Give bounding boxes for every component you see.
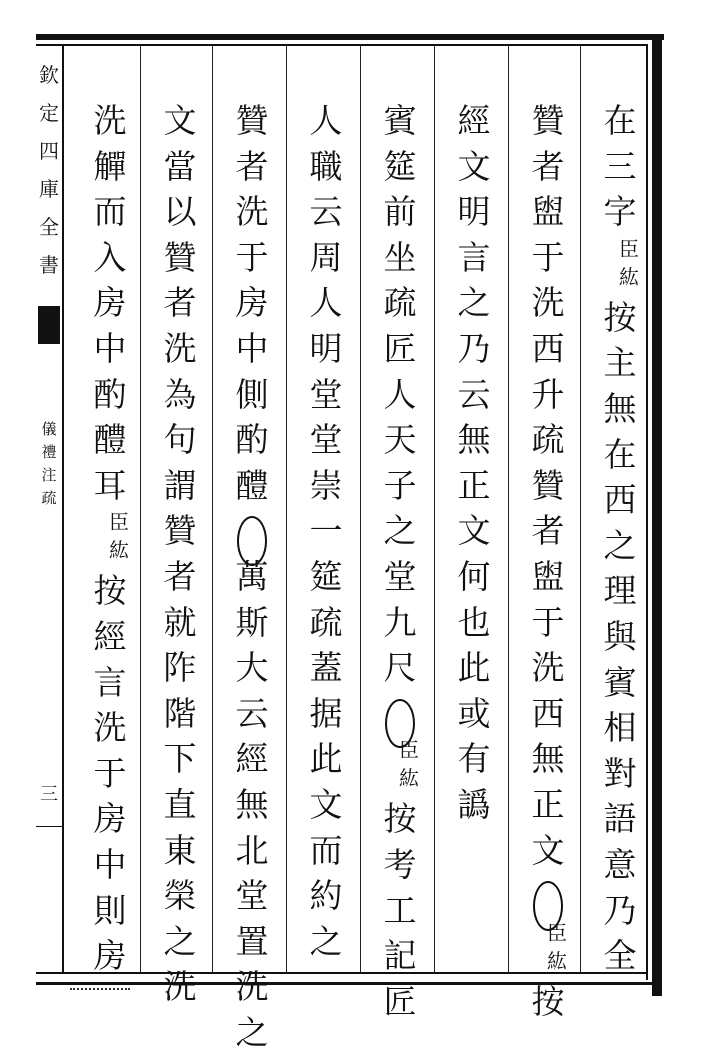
circle-mark-slot	[533, 873, 563, 919]
note-char: 紘	[399, 766, 419, 791]
text-column	[380, 98, 420, 1024]
glyph: 前	[383, 192, 417, 232]
glyph: 洗	[163, 967, 197, 1007]
glyph: 入	[93, 237, 127, 277]
glyph: 對	[603, 753, 637, 793]
glyph: 者	[163, 283, 197, 323]
glyph: 洗	[93, 101, 127, 140]
margin-page-number: 三	[40, 784, 58, 805]
glyph: 北	[235, 830, 269, 870]
inner-border-top	[36, 44, 648, 46]
glyph: 此	[457, 648, 491, 688]
text-column	[528, 98, 568, 1024]
note-char: 臣	[547, 920, 567, 945]
glyph: 則	[93, 890, 127, 930]
glyph: 中	[93, 844, 127, 884]
column-rule	[212, 46, 213, 972]
glyph: 記	[383, 936, 417, 976]
glyph: 正	[531, 784, 565, 824]
margin-subtitle-char: 疏	[41, 489, 57, 507]
glyph: 乃	[457, 328, 491, 368]
glyph: 意	[603, 844, 637, 884]
circle-mark-slot	[385, 691, 415, 737]
text-column	[306, 98, 346, 964]
glyph: 萬	[235, 556, 269, 596]
glyph: 堂	[235, 876, 269, 916]
annotation-note	[529, 919, 567, 979]
glyph: 當	[163, 146, 197, 186]
text-column	[232, 98, 272, 1055]
column-rule	[508, 46, 509, 972]
glyph: 何	[457, 556, 491, 596]
glyph: 一	[309, 511, 343, 551]
glyph: 職	[309, 146, 343, 186]
glyph: 之	[457, 283, 491, 323]
circle-mark-slot	[237, 508, 267, 554]
glyph: 經	[93, 616, 127, 656]
glyph: 于	[531, 237, 565, 277]
glyph: 天	[383, 420, 417, 460]
glyph: 置	[235, 921, 269, 961]
inner-border-right	[646, 44, 648, 980]
note-char: 紘	[619, 264, 639, 289]
margin-subtitle-char: 儀	[41, 420, 57, 438]
glyph: 疏	[531, 420, 565, 460]
glyph: 盥	[531, 556, 565, 596]
glyph: 贊	[235, 101, 269, 140]
glyph: 房	[235, 283, 269, 323]
glyph: 約	[309, 876, 343, 916]
glyph: 理	[603, 571, 637, 611]
glyph: 賓	[383, 101, 417, 140]
glyph: 之	[163, 921, 197, 961]
glyph: 之	[383, 511, 417, 551]
glyph: 明	[309, 328, 343, 368]
note-char: 紘	[109, 538, 129, 563]
glyph: 在	[603, 101, 637, 140]
glyph: 工	[383, 890, 417, 930]
glyph: 西	[603, 480, 637, 520]
glyph: 也	[457, 602, 491, 642]
text-column	[600, 98, 640, 979]
glyph: 者	[531, 511, 565, 551]
glyph: 榮	[163, 876, 197, 916]
glyph: 有	[457, 739, 491, 779]
glyph: 為	[163, 374, 197, 414]
glyph: 而	[309, 830, 343, 870]
glyph: 西	[531, 693, 565, 733]
glyph: 無	[235, 784, 269, 824]
annotation-note	[91, 508, 129, 568]
column-rule	[360, 46, 361, 972]
bottom-mark	[70, 988, 130, 995]
column-rule	[140, 46, 141, 972]
margin-title-char: 書	[39, 253, 59, 277]
glyph: 人	[309, 283, 343, 323]
glyph: 酌	[93, 374, 127, 414]
glyph: 大	[235, 648, 269, 688]
margin-section-title	[38, 418, 60, 510]
glyph: 無	[603, 388, 637, 428]
glyph: 中	[93, 328, 127, 368]
column-rule	[434, 46, 435, 972]
glyph: 就	[163, 602, 197, 642]
glyph: 醴	[93, 420, 127, 460]
glyph: 文	[309, 784, 343, 824]
frame-border-bottom	[36, 982, 662, 985]
glyph: 直	[163, 784, 197, 824]
glyph: 下	[163, 739, 197, 779]
note-char: 臣	[399, 738, 419, 763]
glyph: 無	[457, 420, 491, 460]
margin-title-char: 欽	[39, 63, 59, 87]
glyph: 筵	[383, 146, 417, 186]
glyph: 之	[235, 1012, 269, 1052]
glyph: 句	[163, 420, 197, 460]
margin-subtitle-char: 禮	[41, 443, 57, 461]
glyph: 人	[309, 101, 343, 140]
glyph: 堂	[383, 556, 417, 596]
glyph: 按	[603, 297, 637, 337]
margin-tick	[36, 826, 62, 827]
glyph: 于	[93, 753, 127, 793]
glyph: 字	[603, 192, 637, 232]
glyph: 洗	[531, 648, 565, 688]
glyph: 之	[603, 525, 637, 565]
glyph: 于	[235, 237, 269, 277]
glyph: 中	[235, 328, 269, 368]
glyph: 洗	[235, 967, 269, 1007]
frame-border-top	[36, 34, 664, 40]
glyph: 贊	[531, 101, 565, 140]
glyph: 按	[93, 571, 127, 611]
glyph: 坐	[383, 237, 417, 277]
glyph: 匠	[383, 981, 417, 1021]
glyph: 文	[457, 146, 491, 186]
glyph: 按	[383, 799, 417, 839]
glyph: 洗	[531, 283, 565, 323]
margin-title-char: 全	[39, 215, 59, 239]
glyph: 觶	[93, 146, 127, 186]
glyph: 耳	[93, 465, 127, 505]
glyph: 子	[383, 465, 417, 505]
glyph: 者	[163, 556, 197, 596]
glyph: 此	[309, 739, 343, 779]
glyph: 于	[531, 602, 565, 642]
glyph: 側	[235, 374, 269, 414]
glyph: 贊	[163, 237, 197, 277]
column-rule	[286, 46, 287, 972]
glyph: 云	[457, 374, 491, 414]
annotation-note	[381, 736, 419, 796]
glyph: 按	[531, 981, 565, 1021]
annotation-note	[601, 235, 639, 295]
glyph: 云	[235, 693, 269, 733]
glyph: 文	[531, 830, 565, 870]
glyph: 謂	[163, 465, 197, 505]
glyph: 房	[93, 283, 127, 323]
glyph: 西	[531, 328, 565, 368]
margin-title-char: 庫	[39, 177, 59, 201]
glyph: 房	[93, 799, 127, 839]
glyph: 贊	[163, 511, 197, 551]
glyph: 九	[383, 602, 417, 642]
glyph: 階	[163, 693, 197, 733]
glyph: 明	[457, 192, 491, 232]
glyph: 据	[309, 693, 343, 733]
glyph: 堂	[309, 374, 343, 414]
glyph: 經	[457, 101, 491, 140]
glyph: 與	[603, 616, 637, 656]
glyph: 言	[457, 237, 491, 277]
glyph: 或	[457, 693, 491, 733]
glyph: 醴	[235, 465, 269, 505]
glyph: 而	[93, 192, 127, 232]
glyph: 經	[235, 739, 269, 779]
glyph: 酌	[235, 420, 269, 460]
glyph: 贊	[531, 465, 565, 505]
margin-subtitle-char: 注	[41, 466, 57, 484]
text-column	[454, 98, 494, 828]
glyph: 疏	[383, 283, 417, 323]
glyph: 考	[383, 844, 417, 884]
glyph: 全	[603, 936, 637, 976]
glyph: 在	[603, 434, 637, 474]
glyph: 東	[163, 830, 197, 870]
margin-book-title	[34, 56, 64, 284]
glyph: 盥	[531, 192, 565, 232]
text-column	[160, 98, 200, 1010]
glyph: 主	[603, 343, 637, 383]
glyph: 語	[603, 799, 637, 839]
glyph: 斯	[235, 602, 269, 642]
frame-border-right	[652, 34, 662, 996]
glyph: 正	[457, 465, 491, 505]
glyph: 三	[603, 146, 637, 186]
glyph: 無	[531, 739, 565, 779]
glyph: 房	[93, 936, 127, 976]
glyph: 之	[309, 921, 343, 961]
text-column	[90, 98, 130, 979]
glyph: 譌	[457, 784, 491, 824]
glyph: 文	[163, 101, 197, 140]
glyph: 洗	[163, 328, 197, 368]
glyph: 匠	[383, 328, 417, 368]
glyph: 洗	[93, 708, 127, 748]
glyph: 人	[383, 374, 417, 414]
glyph: 乃	[603, 890, 637, 930]
glyph: 阼	[163, 648, 197, 688]
glyph: 以	[163, 192, 197, 232]
glyph: 者	[531, 146, 565, 186]
note-char: 紘	[547, 948, 567, 973]
glyph: 云	[309, 192, 343, 232]
glyph: 堂	[309, 420, 343, 460]
glyph: 相	[603, 708, 637, 748]
glyph: 疏	[309, 602, 343, 642]
note-char: 臣	[619, 236, 639, 261]
glyph: 者	[235, 146, 269, 186]
glyph: 言	[93, 662, 127, 702]
glyph: 洗	[235, 192, 269, 232]
glyph: 崇	[309, 465, 343, 505]
glyph: 升	[531, 374, 565, 414]
glyph: 筵	[309, 556, 343, 596]
fishtail-mark	[38, 306, 60, 344]
glyph: 蓋	[309, 648, 343, 688]
margin-title-char: 定	[39, 101, 59, 125]
glyph: 周	[309, 237, 343, 277]
glyph: 文	[457, 511, 491, 551]
margin-title-char: 四	[39, 139, 59, 163]
column-rule	[580, 46, 581, 972]
note-char: 臣	[109, 510, 129, 535]
glyph: 尺	[383, 648, 417, 688]
glyph: 賓	[603, 662, 637, 702]
